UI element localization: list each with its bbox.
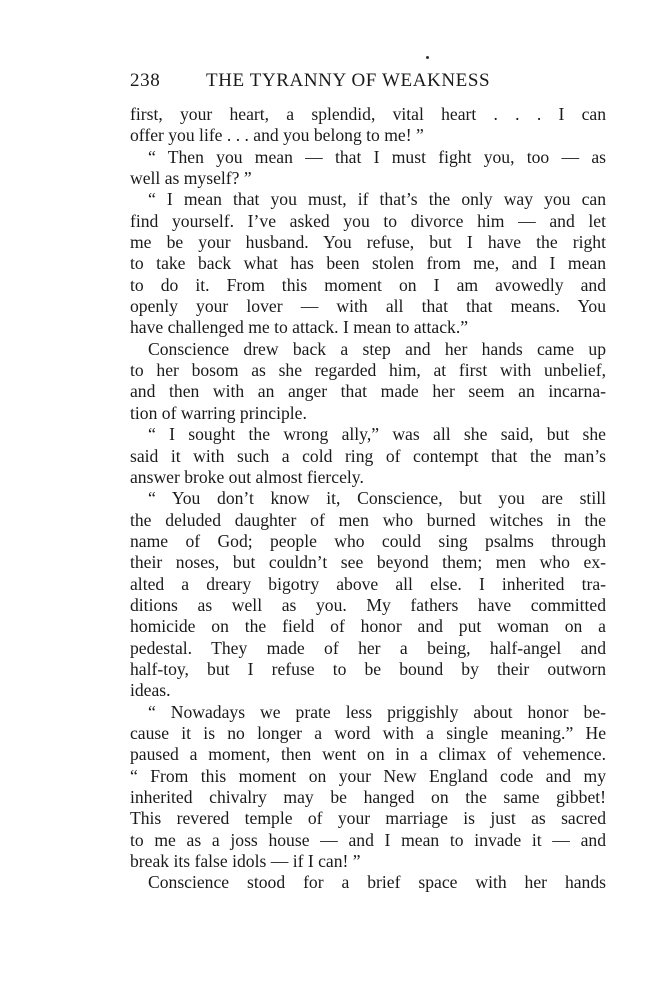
text-line: to her bosom as she regarded him, at first with unbelief,	[130, 360, 606, 381]
text-line: their noses, but couldn’t see beyond them; men who ex-	[130, 552, 606, 573]
text-line: half-toy, but I refuse to be bound by their outworn	[130, 658, 606, 679]
text-line: offer you life . . . and you belong to me! ”	[130, 125, 424, 146]
text-line: “ I sought the wrong ally,” was all she said, but she	[148, 424, 606, 445]
running-title: THE TYRANNY OF WEAKNESS	[206, 70, 491, 91]
text-line: This revered temple of your marriage is just as sacred	[130, 808, 606, 829]
text-line: paused a moment, then went on in a climax of vehemence.	[130, 744, 606, 765]
body-text	[130, 104, 606, 894]
print-speck	[426, 56, 429, 59]
text-line: “ From this moment on your New England code and my	[130, 765, 606, 786]
text-line: answer broke out almost fiercely.	[130, 466, 364, 487]
page-header	[130, 70, 606, 94]
text-line: said it with such a cold ring of contempt that the man’s	[130, 445, 606, 466]
text-line: find yourself. I’ve asked you to divorce him — and let	[130, 210, 606, 231]
text-line: “ Then you mean — that I must fight you, too — as	[148, 146, 606, 167]
text-line: well as myself? ”	[130, 168, 252, 189]
text-line: to me as a joss house — and I mean to invade it — and	[130, 829, 606, 850]
text-line: first, your heart, a splendid, vital heart . . . I can	[130, 104, 606, 124]
text-line: tion of warring principle.	[130, 402, 307, 423]
text-line: ideas.	[130, 680, 171, 701]
text-line: alted a dreary bigotry above all else. I inherited tra-	[130, 573, 606, 594]
text-line: cause it is no longer a word with a single meaning.” He	[130, 722, 606, 743]
text-line: “ I mean that you must, if that’s the only way you can	[148, 189, 606, 210]
text-line: inherited chivalry may be hanged on the same gibbet!	[130, 787, 606, 807]
text-line: to do it. From this moment on I am avowedly and	[130, 274, 606, 295]
text-line: have challenged me to attack. I mean to attack.”	[130, 317, 469, 338]
text-line: “ Nowadays we prate less priggishly about honor be-	[148, 701, 606, 722]
text-line: “ You don’t know it, Conscience, but you are still	[148, 488, 606, 509]
text-line: and then with an anger that made her seem an incarna-	[130, 381, 606, 402]
text-line: ditions as well as you. My fathers have committed	[130, 594, 606, 615]
text-line: homicide on the field of honor and put woman on a	[130, 616, 606, 637]
page-number: 238	[130, 70, 161, 91]
text-line: break its false idols — if I can! ”	[130, 851, 361, 872]
text-line: the deluded daughter of men who burned witches in the	[130, 509, 606, 530]
text-line: name of God; people who could sing psalms through	[130, 530, 606, 551]
text-line: Conscience drew back a step and her hands came up	[148, 338, 606, 359]
text-line: openly your lover — with all that that means. You	[130, 296, 606, 317]
text-line: Conscience stood for a brief space with her hands	[148, 872, 606, 893]
text-line: to take back what has been stolen from me, and I mean	[130, 253, 606, 274]
text-line: pedestal. They made of her a being, half-angel and	[130, 637, 606, 658]
text-line: me be your husband. You refuse, but I have the right	[130, 232, 606, 253]
